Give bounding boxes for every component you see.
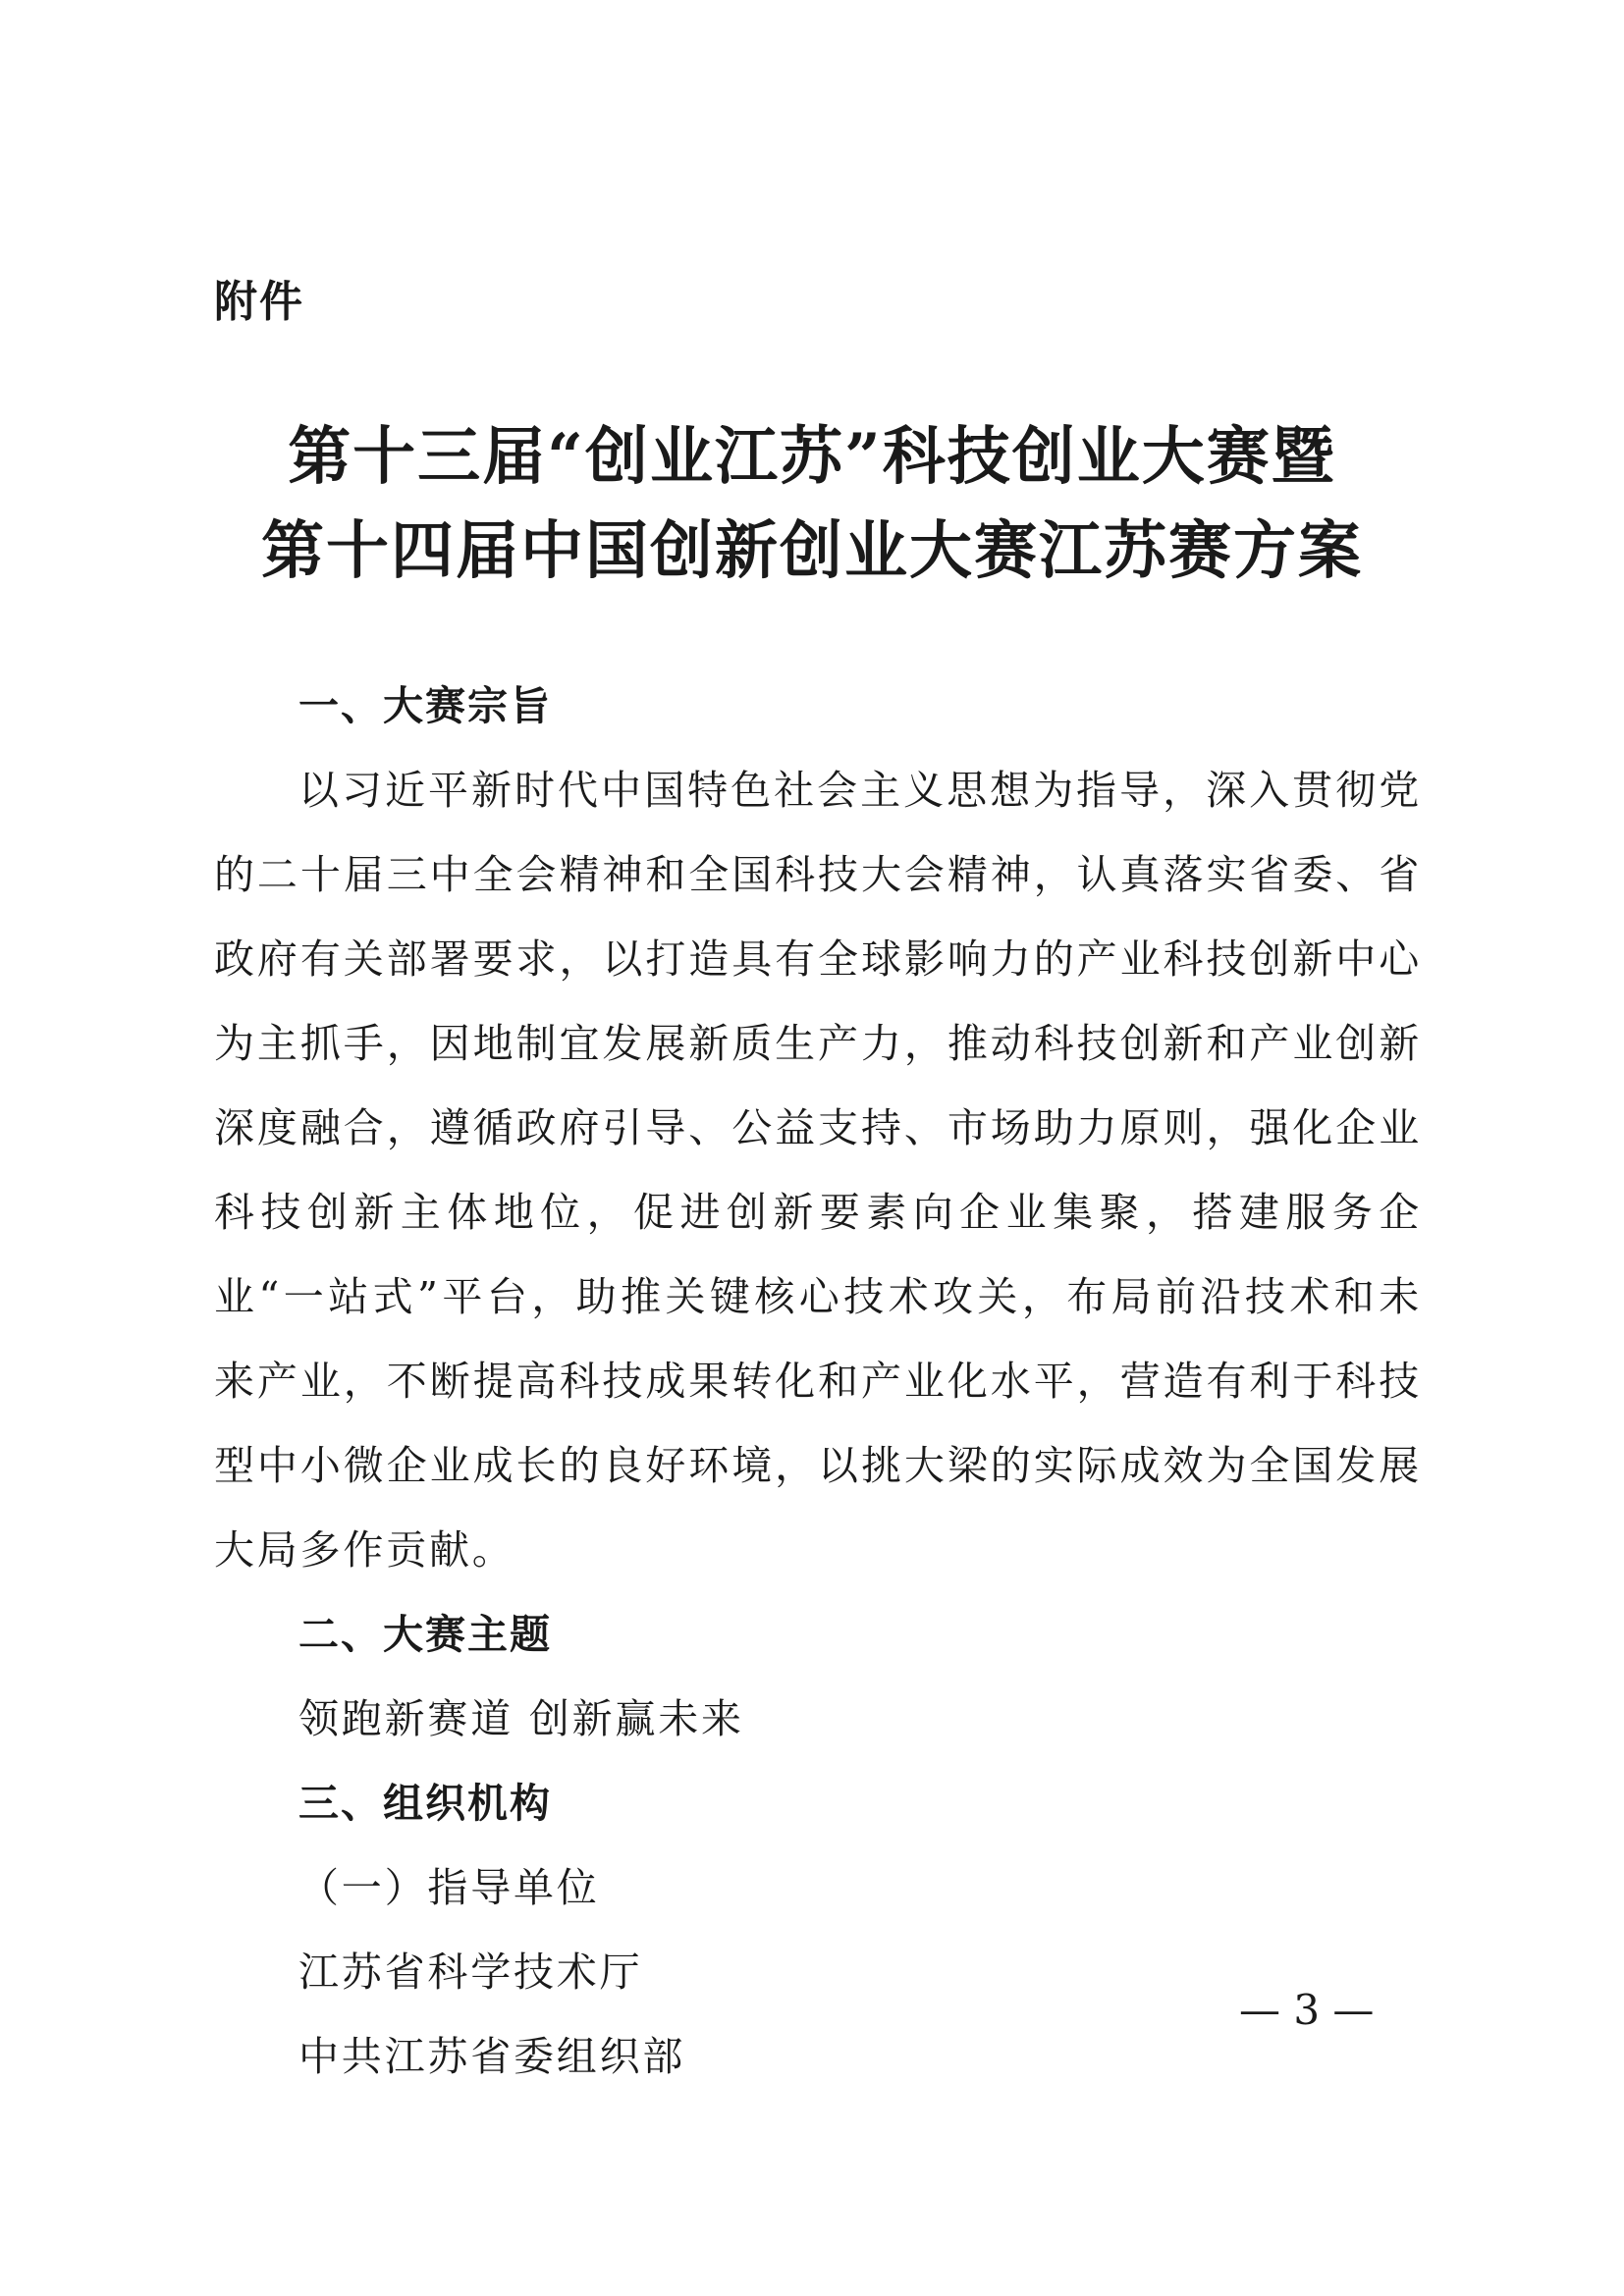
theme-text: 领跑新赛道 创新赢未来 — [298, 1695, 744, 1742]
section-heading-theme: 二、大赛主题 — [298, 1611, 552, 1658]
section-heading-organization: 三、组织机构 — [298, 1780, 552, 1827]
section-heading-purpose: 一、大赛宗旨 — [298, 682, 552, 729]
attachment-label: 附件 — [214, 277, 304, 327]
guiding-unit: 中共江苏省委组织部 — [298, 2033, 686, 2080]
subsection-guiding-units: （一）指导单位 — [298, 1864, 600, 1911]
title-line-1: 第十三届“创业江苏”科技创业大赛暨 — [288, 420, 1336, 494]
page-number: — 3 — — [1239, 1986, 1375, 2034]
purpose-paragraph: 以习近平新时代中国特色社会主义思想为指导，深入贯彻党的二十届三中全会精神和全国科技大会精神，认真落实省委、省政府有关部署要求，以打造具有全球影响力的产业科技创新中心为主抓手，因地制宜发展新质生产力，推动科技创新和产业创新深度融合，遵循政府引导、公益支持、市场助力原则，强化企业科技创新主体地位，促进创新要素向企业集聚，搭建服务企业“一站式”平台，助推关键核心技术攻关，布局前沿技术和未来产业，不断提高科技成果转化和产业化水平，营造有利于科技型中小微企业成长的良好环境，以挑大梁的实际成效为全国发展大局多作贡献。 — [214, 767, 1422, 1574]
guiding-unit: 江苏省科学技术厅 — [298, 1949, 643, 1996]
title-line-2: 第十四届中国创新创业大赛江苏赛方案 — [261, 514, 1363, 588]
document-body — [214, 664, 1422, 2099]
document-title — [214, 410, 1410, 599]
